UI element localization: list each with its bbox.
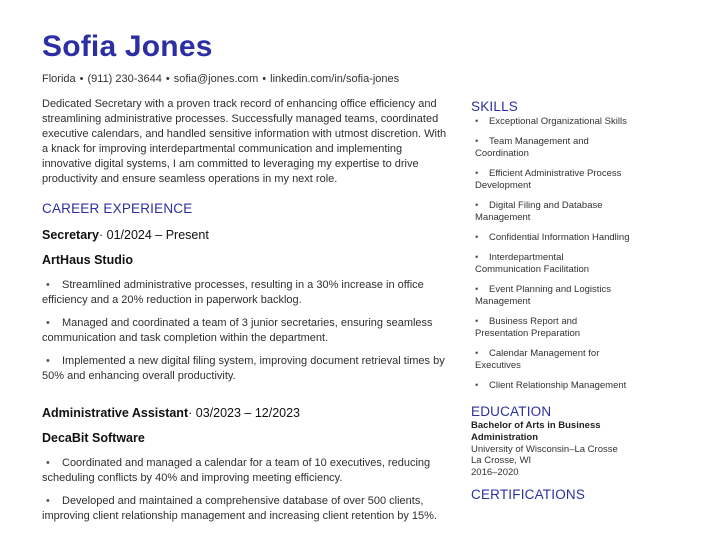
bullet-marker: •: [475, 136, 479, 147]
job-bullet-text: Managed and coordinated a team of 3 junior secretaries, ensuring seamless communication and task completion within the department.: [42, 317, 433, 344]
skill-item: [471, 316, 631, 340]
job-bullet-text: Streamlined administrative processes, resulting in a 30% increase in office efficiency and a 20% reduction in paperwork backlog.: [42, 279, 424, 306]
skill-item: [471, 380, 631, 392]
skills-heading: SKILLS: [471, 99, 518, 114]
skill-text: Efficient Administrative Process Development: [475, 168, 622, 191]
bullet-marker: •: [475, 232, 479, 243]
contact-location: Florida: [42, 73, 76, 85]
bullet-marker: •: [46, 457, 50, 469]
contact-phone: (911) 230-3644: [87, 73, 162, 85]
candidate-name: Sofia Jones: [42, 30, 213, 63]
bullet-marker: •: [475, 348, 479, 359]
contact-linkedin: linkedin.com/in/sofia-jones: [270, 73, 400, 85]
job-company: ArtHaus Studio: [42, 253, 133, 267]
job-bullet: [42, 278, 458, 308]
contact-separator: •: [262, 73, 267, 85]
education-years: 2016–2020: [471, 467, 519, 479]
skill-item: [471, 116, 631, 128]
bullet-marker: •: [46, 495, 50, 507]
skills-list: [471, 116, 631, 392]
resume-sidebar: [471, 99, 631, 502]
bullet-marker: •: [475, 168, 479, 179]
job-bullet-text: Coordinated and managed a calendar for a team of 10 executives, reducing scheduling conflicts by 40% and improving meeting efficiency.: [42, 457, 431, 484]
bullet-marker: •: [46, 317, 50, 329]
skill-item: [471, 168, 631, 192]
job-entry: [42, 227, 458, 392]
job-bullet: [42, 456, 458, 486]
job-bullet-text: Developed and maintained a comprehensive database of over 500 clients, improving client relationship management and increasing client retention by 15%.: [42, 495, 438, 522]
job-dates: · 03/2023 – 12/2023: [188, 406, 301, 420]
bullet-marker: •: [46, 355, 50, 367]
skill-text: Client Relationship Management: [489, 380, 627, 391]
skill-item: [471, 284, 631, 308]
skill-item: [471, 200, 631, 224]
bullet-marker: •: [475, 284, 479, 295]
skill-text: Confidential Information Handling: [489, 232, 630, 243]
contact-email: sofia@jones.com: [173, 73, 259, 85]
skill-text: Business Report and Presentation Preparation: [475, 316, 581, 339]
professional-summary: Dedicated Secretary with a proven track record of enhancing office efficiency and streamlining administrative processes. Successfully managed teams, coordinated executive calendars, and handled sensitive information with utmost discretion. With a knack for improving interdepartmental communication and implementing innovative digital systems, I am committed to leveraging my expertise to drive productivity and ensure seamless operations in my next role.: [42, 98, 447, 185]
job-header: [42, 227, 458, 243]
education-location: La Crosse, WI: [471, 455, 532, 467]
education-degree: Bachelor of Arts in Business Administration: [471, 420, 601, 443]
skill-item: [471, 252, 631, 276]
job-bullets: [42, 278, 458, 384]
contact-separator: •: [165, 73, 170, 85]
job-bullet: [42, 316, 458, 346]
skill-text: Exceptional Organizational Skills: [489, 116, 627, 127]
skill-item: [471, 348, 631, 372]
job-bullet: [42, 354, 458, 384]
bullet-marker: •: [475, 116, 479, 127]
job-company: DecaBit Software: [42, 431, 145, 445]
bullet-marker: •: [475, 316, 479, 327]
bullet-marker: •: [475, 252, 479, 263]
job-bullet-text: Implemented a new digital filing system, improving document retrieval times by 50% and enhancing overall productivity.: [42, 355, 445, 382]
job-entry: [42, 405, 458, 532]
certifications-heading: CERTIFICATIONS: [471, 486, 586, 502]
contact-separator: •: [79, 73, 84, 85]
job-bullet: [42, 494, 458, 524]
job-dates: · 01/2024 – Present: [99, 228, 209, 242]
skill-item: [471, 232, 631, 244]
job-header: [42, 405, 458, 421]
contact-line: [42, 73, 399, 85]
education-entry: [471, 420, 631, 479]
bullet-marker: •: [46, 279, 50, 291]
job-role: Administrative Assistant: [42, 406, 189, 420]
bullet-marker: •: [475, 380, 479, 391]
education-school: University of Wisconsin–La Crosse: [471, 443, 618, 455]
job-role: Secretary: [42, 228, 99, 242]
career-experience-heading: CAREER EXPERIENCE: [42, 201, 193, 216]
education-heading: EDUCATION: [471, 404, 552, 419]
skill-item: [471, 136, 631, 160]
skill-text: Event Planning and Logistics Management: [475, 284, 611, 307]
skill-text: Team Management and Coordination: [475, 136, 589, 159]
skill-text: Calendar Management for Executives: [475, 348, 600, 371]
bullet-marker: •: [475, 200, 479, 211]
skill-text: Digital Filing and Database Management: [475, 200, 603, 223]
skill-text: Interdepartmental Communication Facilitation: [475, 252, 590, 275]
job-bullets: [42, 456, 458, 524]
